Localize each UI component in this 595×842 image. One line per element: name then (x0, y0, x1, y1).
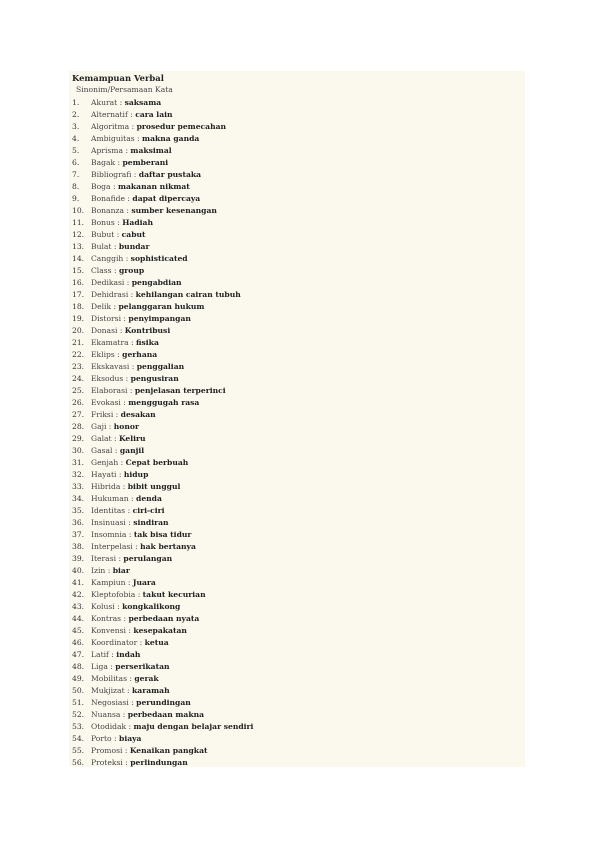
item-synonym: perulangan (123, 554, 173, 563)
item-term: Konvensi (91, 626, 126, 635)
item-term: Hibrida (91, 482, 121, 491)
item-synonym: tak bisa tidur (133, 530, 192, 539)
item-synonym: desakan (120, 410, 156, 419)
item-number: 42. (72, 590, 85, 599)
item-term: Kleptofobia (91, 590, 136, 599)
item-term: Friksi (91, 410, 114, 419)
item-term: Donasi (91, 326, 118, 335)
item-term: Otodidak (91, 722, 127, 731)
item-term: Liga (91, 662, 108, 671)
item-synonym: menggugah rasa (128, 398, 200, 407)
item-term: Class (91, 266, 112, 275)
item-synonym: bibit unggul (127, 482, 181, 491)
item-synonym: penjelasan terperinci (134, 386, 226, 395)
item-entry: Evokasi : menggugah rasa (91, 398, 200, 407)
item-number: 46. (72, 638, 85, 647)
item-entry: Mukjizat : karamah (91, 686, 170, 695)
item-term: Proteksi (91, 758, 123, 767)
list-item (69, 121, 525, 133)
item-entry: Koordinator : ketua (91, 638, 169, 647)
list-item (69, 265, 525, 277)
item-entry: Hibrida : bibit unggul (91, 482, 181, 491)
item-term: Canggih (91, 254, 124, 263)
item-entry: Ambiguitas : makna ganda (91, 134, 200, 143)
item-number: 33. (72, 482, 85, 491)
item-number: 22. (72, 350, 85, 359)
item-entry: Bubut : cabut (91, 230, 146, 239)
item-term: Insinuasi (91, 518, 126, 527)
item-number: 25. (72, 386, 85, 395)
item-number: 55. (72, 746, 85, 755)
item-synonym: ganjil (119, 446, 145, 455)
list-item (69, 697, 525, 709)
item-term: Identitas (91, 506, 126, 515)
item-number: 31. (72, 458, 85, 467)
item-term: Alternatif (91, 110, 128, 119)
item-synonym: hidup (123, 470, 149, 479)
item-number: 53. (72, 722, 85, 731)
item-entry: Hukuman : denda (91, 494, 162, 503)
item-synonym: sindiran (133, 518, 169, 527)
item-number: 13. (72, 242, 85, 251)
item-synonym: perserikatan (115, 662, 170, 671)
item-number: 20. (72, 326, 85, 335)
list-item (69, 757, 525, 769)
item-entry: Negosiasi : perundingan (91, 698, 191, 707)
item-entry: Kontras : perbedaan nyata (91, 614, 200, 623)
item-entry: Aprisma : maksimal (91, 146, 172, 155)
item-entry: Gasal : ganjil (91, 446, 145, 455)
item-number: 56. (72, 758, 85, 767)
item-entry: Insomnia : tak bisa tidur (91, 530, 192, 539)
item-term: Bonus (91, 218, 115, 227)
item-number: 2. (72, 110, 80, 119)
item-synonym: penyimpangan (128, 314, 191, 323)
list-item (69, 505, 525, 517)
item-synonym: pengabdian (131, 278, 182, 287)
item-term: Kampiun (91, 578, 126, 587)
item-number: 14. (72, 254, 85, 263)
item-synonym: perlindungan (130, 758, 188, 767)
item-entry: Galat : Keliru (91, 434, 146, 443)
item-number: 36. (72, 518, 85, 527)
item-number: 23. (72, 362, 85, 371)
item-term: Mobilitas (91, 674, 127, 683)
item-entry: Genjah : Cepat berbuah (91, 458, 189, 467)
item-synonym: pemberani (122, 158, 169, 167)
item-synonym: kesepakatan (133, 626, 187, 635)
item-term: Hayati (91, 470, 117, 479)
item-synonym: perbedaan makna (127, 710, 205, 719)
item-synonym: takut kecurian (142, 590, 206, 599)
item-synonym: pengusiran (130, 374, 179, 383)
item-entry: Nuansa : perbedaan makna (91, 710, 205, 719)
list-item (69, 625, 525, 637)
item-entry: Canggih : sophisticated (91, 254, 188, 263)
item-synonym: biar (112, 566, 130, 575)
list-item (69, 241, 525, 253)
item-entry: Boga : makanan nikmat (91, 182, 190, 191)
item-number: 5. (72, 146, 80, 155)
list-item (69, 721, 525, 733)
item-synonym: gerhana (122, 350, 158, 359)
list-item (69, 157, 525, 169)
item-entry: Alternatif : cara lain (91, 110, 173, 119)
item-synonym: gerak (134, 674, 159, 683)
item-entry: Kampiun : Juara (91, 578, 156, 587)
item-number: 9. (72, 194, 80, 203)
item-term: Gaji (91, 422, 107, 431)
item-number: 38. (72, 542, 85, 551)
item-entry: Izin : biar (91, 566, 130, 575)
item-entry: Friksi : desakan (91, 410, 156, 419)
item-entry: Porto : biaya (91, 734, 142, 743)
item-number: 35. (72, 506, 85, 515)
item-number: 40. (72, 566, 85, 575)
list-item (69, 409, 525, 421)
item-term: Kontras (91, 614, 122, 623)
item-term: Genjah (91, 458, 119, 467)
item-entry: Ekskavasi : penggalian (91, 362, 185, 371)
item-synonym: biaya (119, 734, 142, 743)
item-entry: Eklips : gerhana (91, 350, 158, 359)
item-term: Insomnia (91, 530, 127, 539)
item-number: 29. (72, 434, 85, 443)
list-item (69, 289, 525, 301)
item-synonym: cara lain (135, 110, 173, 119)
item-number: 3. (72, 122, 80, 131)
item-number: 11. (72, 218, 85, 227)
item-term: Bibliografi (91, 170, 132, 179)
item-number: 1. (72, 98, 80, 107)
document-page (69, 71, 525, 767)
list-item (69, 553, 525, 565)
item-term: Eksodus (91, 374, 124, 383)
list-item (69, 97, 525, 109)
item-entry: Mobilitas : gerak (91, 674, 159, 683)
item-number: 7. (72, 170, 80, 179)
item-entry: Kolusi : kongkalikong (91, 602, 181, 611)
item-number: 10. (72, 206, 85, 215)
list-item (69, 469, 525, 481)
item-number: 18. (72, 302, 85, 311)
item-synonym: pelanggaran hukum (118, 302, 205, 311)
item-number: 4. (72, 134, 80, 143)
item-entry: Insinuasi : sindiran (91, 518, 169, 527)
item-term: Nuansa (91, 710, 121, 719)
item-term: Boga (91, 182, 111, 191)
item-number: 50. (72, 686, 85, 695)
item-number: 30. (72, 446, 85, 455)
item-synonym: dapat dipercaya (132, 194, 201, 203)
item-synonym: perundingan (136, 698, 191, 707)
item-entry: Otodidak : maju dengan belajar sendiri (91, 722, 254, 731)
item-number: 21. (72, 338, 85, 347)
item-number: 26. (72, 398, 85, 407)
item-synonym: honor (113, 422, 139, 431)
list-item (69, 109, 525, 121)
item-entry: Elaborasi : penjelasan terperinci (91, 386, 226, 395)
item-synonym: hak bertanya (140, 542, 196, 551)
item-entry: Distorsi : penyimpangan (91, 314, 191, 323)
item-number: 16. (72, 278, 85, 287)
list-item (69, 385, 525, 397)
item-number: 54. (72, 734, 85, 743)
item-number: 12. (72, 230, 85, 239)
item-entry: Latif : indah (91, 650, 141, 659)
list-item (69, 205, 525, 217)
list-item (69, 145, 525, 157)
item-synonym: ciri-ciri (132, 506, 165, 515)
item-term: Dedikasi (91, 278, 125, 287)
item-entry: Eksodus : pengusiran (91, 374, 179, 383)
item-entry: Algoritma : prosedur pemecahan (91, 122, 227, 131)
item-term: Distorsi (91, 314, 121, 323)
item-term: Kolusi (91, 602, 115, 611)
item-entry: Bonus : Hadiah (91, 218, 153, 227)
item-entry: Promosi : Kenaikan pangkat (91, 746, 208, 755)
item-term: Ekamatra (91, 338, 129, 347)
item-synonym: group (118, 266, 145, 275)
item-entry: Bonanza : sumber kesenangan (91, 206, 217, 215)
item-synonym: Juara (132, 578, 156, 587)
item-term: Ambiguitas (91, 134, 135, 143)
list-item (69, 529, 525, 541)
item-synonym: indah (116, 650, 141, 659)
list-item (69, 685, 525, 697)
list-item (69, 457, 525, 469)
item-term: Iterasi (91, 554, 117, 563)
list-item (69, 181, 525, 193)
item-synonym: karamah (132, 686, 170, 695)
item-synonym: denda (136, 494, 162, 503)
list-item (69, 133, 525, 145)
item-entry: Konvensi : kesepakatan (91, 626, 187, 635)
item-number: 15. (72, 266, 85, 275)
list-item (69, 193, 525, 205)
item-term: Bulat (91, 242, 112, 251)
list-item (69, 433, 525, 445)
item-term: Izin (91, 566, 106, 575)
item-term: Eklips (91, 350, 115, 359)
list-item (69, 277, 525, 289)
list-item (69, 373, 525, 385)
item-number: 44. (72, 614, 85, 623)
list-item (69, 745, 525, 757)
list-item (69, 301, 525, 313)
item-synonym: ketua (144, 638, 169, 647)
item-entry: Proteksi : perlindungan (91, 758, 188, 767)
item-term: Promosi (91, 746, 123, 755)
list-item (69, 565, 525, 577)
item-synonym: perbedaan nyata (128, 614, 200, 623)
item-number: 45. (72, 626, 85, 635)
item-term: Bubut (91, 230, 115, 239)
item-term: Koordinator (91, 638, 138, 647)
item-term: Aprisma (91, 146, 124, 155)
item-entry: Delik : pelanggaran hukum (91, 302, 205, 311)
item-entry: Kleptofobia : takut kecurian (91, 590, 206, 599)
list-item (69, 445, 525, 457)
list-item (69, 397, 525, 409)
item-number: 6. (72, 158, 80, 167)
item-synonym: fisika (136, 338, 159, 347)
item-term: Algoritma (91, 122, 130, 131)
item-synonym: makna ganda (142, 134, 200, 143)
list-item (69, 481, 525, 493)
item-number: 32. (72, 470, 85, 479)
item-term: Evokasi (91, 398, 121, 407)
item-synonym: Cepat berbuah (125, 458, 189, 467)
list-item (69, 421, 525, 433)
item-synonym: Keliru (119, 434, 146, 443)
item-number: 8. (72, 182, 80, 191)
list-item (69, 709, 525, 721)
item-number: 41. (72, 578, 85, 587)
item-term: Galat (91, 434, 112, 443)
item-term: Dehidrasi (91, 290, 129, 299)
item-synonym: saksama (124, 98, 162, 107)
item-synonym: daftar pustaka (138, 170, 202, 179)
item-number: 52. (72, 710, 85, 719)
item-number: 49. (72, 674, 85, 683)
item-entry: Bonafide : dapat dipercaya (91, 194, 201, 203)
page-subtitle: Sinonim/Persamaan Kata (76, 85, 173, 94)
item-synonym: prosedur pemecahan (136, 122, 227, 131)
item-synonym: maju dengan belajar sendiri (133, 722, 254, 731)
item-entry: Bulat : bundar (91, 242, 150, 251)
list-item (69, 661, 525, 673)
item-entry: Donasi : Kontribusi (91, 326, 171, 335)
item-entry: Ekamatra : fisika (91, 338, 159, 347)
list-item (69, 649, 525, 661)
list-item (69, 577, 525, 589)
item-number: 24. (72, 374, 85, 383)
item-entry: Class : group (91, 266, 145, 275)
item-entry: Dedikasi : pengabdian (91, 278, 182, 287)
item-term: Bonafide (91, 194, 125, 203)
item-number: 19. (72, 314, 85, 323)
item-term: Hukuman (91, 494, 129, 503)
item-number: 48. (72, 662, 85, 671)
list-item (69, 541, 525, 553)
page-title: Kemampuan Verbal (72, 73, 164, 83)
item-number: 17. (72, 290, 85, 299)
item-synonym: cabut (121, 230, 146, 239)
item-entry: Interpelasi : hak bertanya (91, 542, 196, 551)
item-entry: Hayati : hidup (91, 470, 149, 479)
list-item (69, 349, 525, 361)
list-item (69, 313, 525, 325)
item-synonym: Kenaikan pangkat (129, 746, 208, 755)
list-item (69, 613, 525, 625)
list-item (69, 229, 525, 241)
item-entry: Bagak : pemberani (91, 158, 169, 167)
list-item (69, 361, 525, 373)
item-entry: Bibliografi : daftar pustaka (91, 170, 202, 179)
list-item (69, 169, 525, 181)
list-item (69, 217, 525, 229)
list-item (69, 253, 525, 265)
list-item (69, 733, 525, 745)
item-term: Akurat (91, 98, 118, 107)
item-synonym: makanan nikmat (117, 182, 190, 191)
list-item (69, 493, 525, 505)
item-synonym: kongkalikong (122, 602, 181, 611)
item-number: 43. (72, 602, 85, 611)
item-term: Ekskavasi (91, 362, 130, 371)
list-item (69, 337, 525, 349)
item-term: Porto (91, 734, 112, 743)
item-term: Bonanza (91, 206, 124, 215)
item-synonym: kehilangan cairan tubuh (135, 290, 241, 299)
item-number: 47. (72, 650, 85, 659)
item-term: Mukjizat (91, 686, 125, 695)
item-entry: Dehidrasi : kehilangan cairan tubuh (91, 290, 241, 299)
item-number: 39. (72, 554, 85, 563)
item-number: 34. (72, 494, 85, 503)
list-item (69, 325, 525, 337)
item-entry: Gaji : honor (91, 422, 139, 431)
item-entry: Akurat : saksama (91, 98, 162, 107)
list-item (69, 601, 525, 613)
item-number: 27. (72, 410, 85, 419)
item-term: Latif (91, 650, 109, 659)
item-term: Gasal (91, 446, 113, 455)
list-item (69, 589, 525, 601)
item-term: Elaborasi (91, 386, 128, 395)
list-item (69, 637, 525, 649)
list-item (69, 673, 525, 685)
item-number: 51. (72, 698, 85, 707)
item-term: Delik (91, 302, 112, 311)
item-term: Negosiasi (91, 698, 129, 707)
item-entry: Identitas : ciri-ciri (91, 506, 165, 515)
list-item (69, 517, 525, 529)
item-synonym: maksimal (130, 146, 172, 155)
item-synonym: Kontribusi (124, 326, 171, 335)
item-number: 28. (72, 422, 85, 431)
item-synonym: sumber kesenangan (131, 206, 217, 215)
item-synonym: Hadiah (122, 218, 153, 227)
item-number: 37. (72, 530, 85, 539)
item-synonym: bundar (118, 242, 150, 251)
item-synonym: penggalian (136, 362, 185, 371)
synonym-list (69, 97, 525, 769)
item-term: Bagak (91, 158, 116, 167)
item-synonym: sophisticated (130, 254, 188, 263)
item-term: Interpelasi (91, 542, 133, 551)
item-entry: Liga : perserikatan (91, 662, 170, 671)
item-entry: Iterasi : perulangan (91, 554, 173, 563)
